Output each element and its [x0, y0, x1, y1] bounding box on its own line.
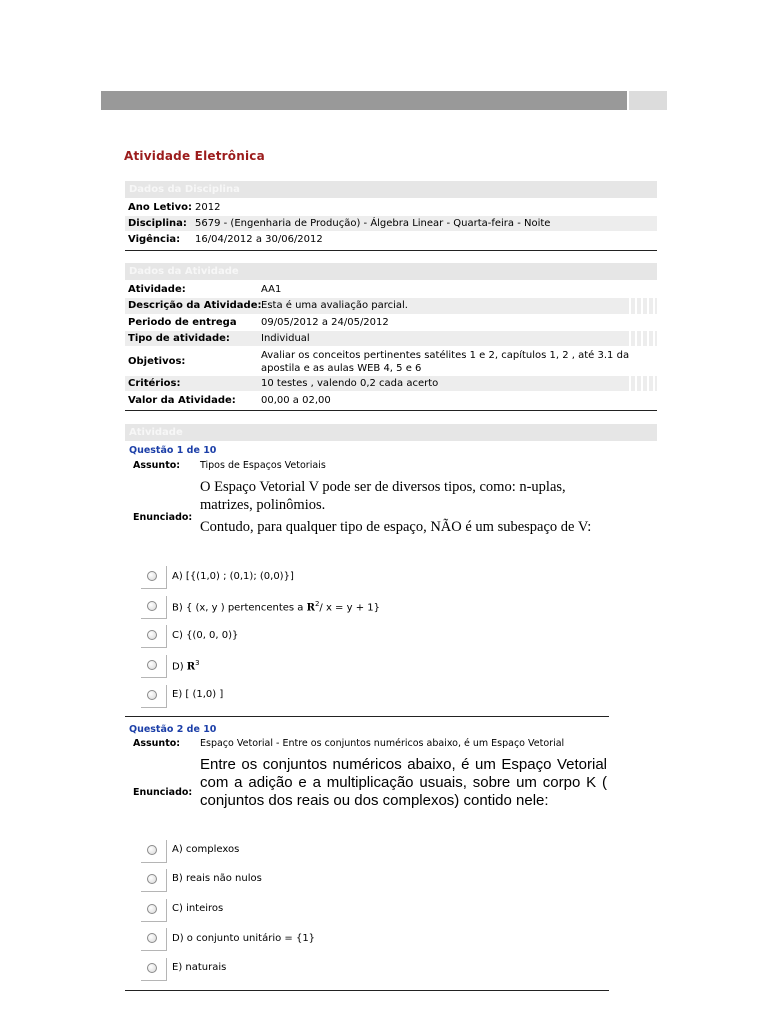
q2-option-a-radio-cell[interactable] [141, 840, 167, 863]
row-periodo [125, 315, 657, 330]
q2-option-b-radio-cell[interactable] [141, 869, 167, 892]
radio-icon[interactable] [147, 601, 157, 611]
row-objetivos [125, 348, 657, 375]
label-disciplina: Disciplina: [128, 218, 187, 229]
q1-option-e: E) [ (1,0) ] [172, 689, 224, 700]
row-criterios [125, 376, 657, 391]
row-tipo [125, 331, 657, 346]
row-stripes [625, 376, 657, 391]
value-atividade: AA1 [261, 284, 282, 295]
section-header-disciplina: Dados da Disciplina [125, 181, 657, 198]
label-tipo: Tipo de atividade: [128, 333, 230, 344]
question-2-title: Questão 2 de 10 [129, 724, 217, 735]
q1-option-c-radio-cell[interactable] [141, 625, 167, 648]
q2-option-a: A) complexos [172, 844, 240, 855]
divider [125, 250, 657, 251]
question-1-enunciado-label: Enunciado: [133, 512, 193, 523]
label-objetivos: Objetivos: [128, 356, 186, 367]
q2-option-c-radio-cell[interactable] [141, 899, 167, 922]
question-1-assunto: Tipos de Espaços Vetoriais [200, 460, 326, 471]
question-2-enunciado-label: Enunciado: [133, 787, 193, 798]
divider [125, 990, 609, 991]
q1-option-e-radio-cell[interactable] [141, 685, 167, 708]
radio-icon[interactable] [147, 690, 157, 700]
section-header-questoes: Atividade [125, 424, 657, 441]
question-2-assunto-label: Assunto: [133, 738, 181, 749]
row-vigencia [125, 233, 657, 247]
question-1-title: Questão 1 de 10 [129, 445, 217, 456]
q2-option-e: E) naturais [172, 962, 227, 973]
value-periodo: 09/05/2012 a 24/05/2012 [261, 317, 389, 328]
value-descricao: Esta é uma avaliação parcial. [261, 300, 408, 311]
value-objetivos: Avaliar os conceitos pertinentes satélites 1 e 2, capítulos 1, 2 , até 3.1 da apostila e as aulas WEB 4, 5 e 6 [261, 350, 630, 374]
label-ano-letivo: Ano Letivo: [128, 202, 192, 213]
q1-option-d [172, 659, 200, 672]
question-2-assunto: Espaço Vetorial - Entre os conjuntos numéricos abaixo, é um Espaço Vetorial [200, 738, 565, 749]
q1-option-a: A) [{(1,0) ; (0,1); (0,0)}] [172, 571, 294, 582]
q1-option-b [172, 600, 380, 613]
q1-option-c: C) {(0, 0, 0)} [172, 630, 239, 641]
divider [125, 716, 609, 717]
value-vigencia: 16/04/2012 a 30/06/2012 [195, 234, 323, 245]
q2-option-d-radio-cell[interactable] [141, 928, 167, 951]
q1-option-b-text: B) { (x, y ) pertencentes a [172, 602, 307, 614]
label-periodo: Periodo de entrega [128, 317, 237, 328]
q2-option-c: C) inteiros [172, 903, 224, 914]
radio-icon[interactable] [147, 660, 157, 670]
q1-option-d-set: R [186, 661, 196, 673]
q1-option-b-tail: / x = y + 1} [319, 602, 380, 614]
row-ano-letivo [125, 201, 657, 215]
question-1-enunciado-p1: O Espaço Vetorial V pode ser de diversos tipos, como: n-uplas, matrizes, polinômios. [200, 479, 566, 513]
radio-icon[interactable] [147, 933, 157, 943]
value-tipo: Individual [261, 333, 310, 344]
label-valor: Valor da Atividade: [128, 395, 236, 406]
row-valor [125, 393, 657, 408]
top-bar-end [629, 91, 667, 110]
q1-option-d-text: D) [172, 661, 187, 673]
q1-option-b-radio-cell[interactable] [141, 596, 167, 619]
question-2-enunciado: Entre os conjuntos numéricos abaixo, é um Espaço Vetorial com a adição e a multiplicação usuais, sobre um corpo K ( conjuntos dos reais ou dos complexos) contido nele: [200, 756, 607, 809]
row-stripes [625, 331, 657, 346]
q1-option-b-set: R [306, 602, 315, 614]
radio-icon[interactable] [147, 571, 157, 581]
row-stripes [625, 298, 657, 314]
radio-icon[interactable] [147, 630, 157, 640]
top-bar [101, 91, 627, 110]
radio-icon[interactable] [147, 874, 157, 884]
page-title: Atividade Eletrônica [124, 149, 265, 163]
q2-option-e-radio-cell[interactable] [141, 958, 167, 981]
value-valor: 00,00 a 02,00 [261, 395, 331, 406]
radio-icon[interactable] [147, 904, 157, 914]
section-header-atividade: Dados da Atividade [125, 263, 657, 280]
radio-icon[interactable] [147, 963, 157, 973]
label-vigencia: Vigência: [128, 234, 181, 245]
row-descricao [125, 298, 657, 314]
row-disciplina [125, 216, 657, 231]
label-descricao: Descrição da Atividade: [128, 300, 262, 311]
q2-option-d: D) o conjunto unitário = {1} [172, 933, 316, 944]
q1-option-d-exponent: 3 [195, 659, 200, 667]
value-criterios: 10 testes , valendo 0,2 cada acerto [261, 378, 439, 389]
value-disciplina: 5679 - (Engenharia de Produção) - Álgebra Linear - Quarta-feira - Noite [195, 218, 551, 229]
label-criterios: Critérios: [128, 378, 181, 389]
question-1-assunto-label: Assunto: [133, 460, 181, 471]
label-atividade: Atividade: [128, 284, 186, 295]
divider [125, 410, 657, 411]
q2-option-b: B) reais não nulos [172, 873, 262, 884]
value-ano-letivo: 2012 [195, 202, 221, 213]
row-atividade [125, 282, 657, 297]
q1-option-a-radio-cell[interactable] [141, 566, 167, 589]
radio-icon[interactable] [147, 845, 157, 855]
question-1-enunciado-p2: Contudo, para qualquer tipo de espaço, NÃO é um subespaço de V: [200, 519, 592, 535]
q1-option-b-exponent: 2 [314, 600, 320, 608]
q1-option-d-radio-cell[interactable] [141, 655, 167, 678]
